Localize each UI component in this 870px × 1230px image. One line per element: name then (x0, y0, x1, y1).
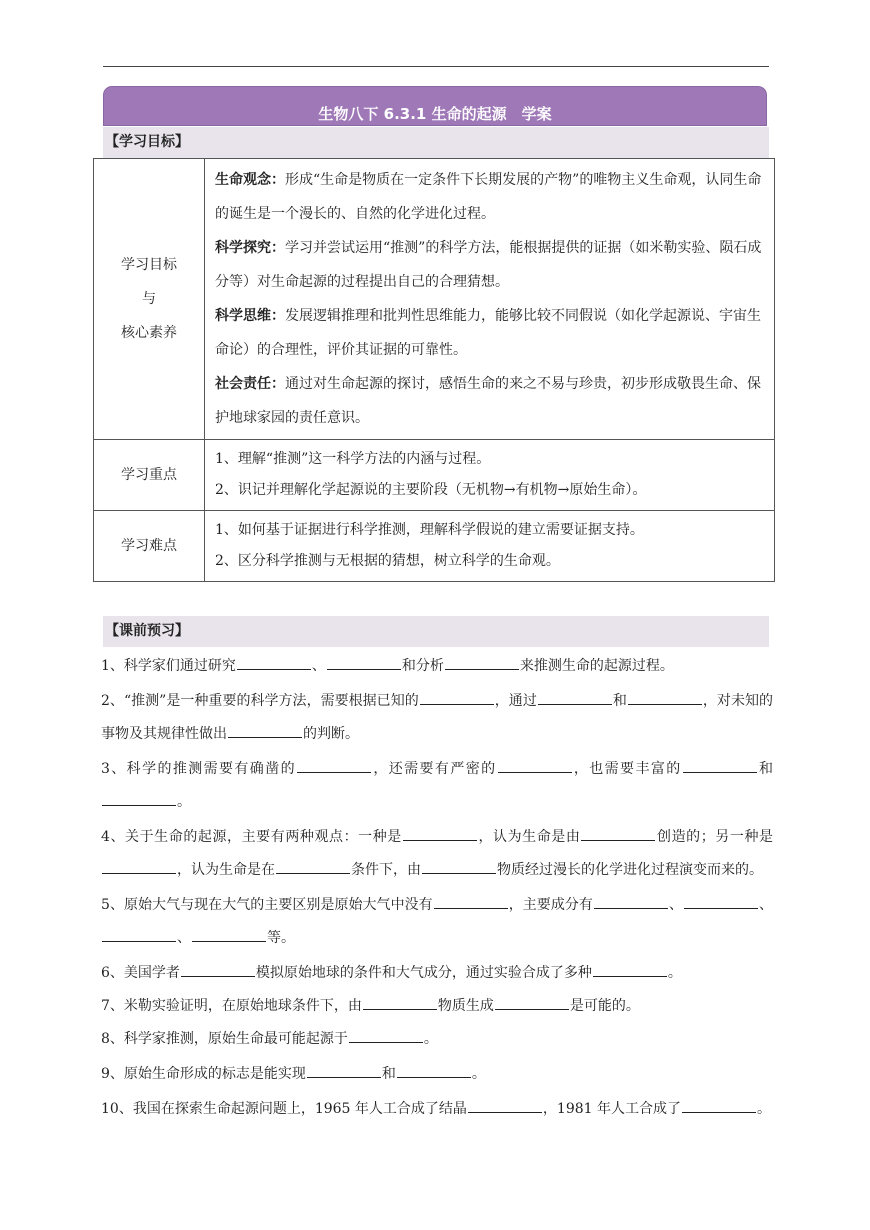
answer-blank[interactable] (594, 891, 668, 909)
answer-blank[interactable] (102, 924, 176, 942)
answer-blank[interactable] (495, 992, 569, 1010)
goal-text: 形成“生命是物质在一定条件下长期发展的产物”的唯物主义生命观，认同生命的诞生是一个漫长的、自然的化学进化过程。 (215, 172, 762, 222)
answer-blank[interactable] (422, 856, 496, 874)
answer-blank[interactable] (420, 687, 494, 705)
answer-blank[interactable] (581, 823, 655, 841)
question-10: 10、我国在探索生命起源问题上，1965 年人工合成了结晶 ，1981 年人工合成了 。 (101, 1093, 773, 1126)
goal-text: 学习并尝试运用“推测”的科学方法，能根据提供的证据（如米勒实验、陨石成分等）对生命起源的过程提出自己的合理猜想。 (215, 240, 762, 290)
preview-section-heading: 【课前预习】 (103, 616, 769, 647)
answer-blank[interactable] (349, 1025, 423, 1043)
question-6: 6、美国学者 模拟原始地球的条件和大气成分，通过实验合成了多种 。 (101, 957, 773, 990)
goal-term: 科学思维： (215, 308, 285, 324)
document-title: 生物八下 6.3.1 生命的起源 学案 (103, 86, 767, 126)
answer-blank[interactable] (102, 788, 176, 806)
answer-blank[interactable] (434, 891, 508, 909)
goals-label-line-1: 学习目标 (121, 257, 177, 273)
answer-blank[interactable] (276, 856, 350, 874)
table-row (94, 511, 775, 582)
key-points-content (205, 440, 775, 511)
difficulty-1: 1、如何基于证据进行科学推测，理解科学假说的建立需要证据支持。 (215, 522, 644, 538)
goals-section-heading: 【学习目标】 (103, 127, 769, 158)
answer-blank[interactable] (468, 1095, 542, 1113)
question-8: 8、科学家推测，原始生命最可能起源于 。 (101, 1023, 773, 1056)
answer-blank[interactable] (498, 755, 572, 773)
goals-label-cell (94, 159, 205, 440)
header-rule (103, 66, 769, 67)
goal-term: 生命观念： (215, 172, 285, 188)
goal-text: 发展逻辑推理和批判性思维能力，能够比较不同假说（如化学起源说、宇宙生命论）的合理性，评价其证据的可靠性。 (215, 308, 761, 358)
answer-blank[interactable] (628, 687, 702, 705)
question-9: 9、原始生命形成的标志是能实现 和 。 (101, 1058, 773, 1091)
answer-blank[interactable] (102, 856, 176, 874)
answer-blank[interactable] (181, 959, 255, 977)
key-points-label: 学习重点 (94, 440, 205, 511)
goal-scientific-inquiry (215, 231, 766, 299)
goal-term: 社会责任： (215, 376, 285, 392)
preview-questions (101, 650, 773, 1126)
difficulties-label: 学习难点 (94, 511, 205, 582)
key-point-1: 1、理解“推测”这一科学方法的内涵与过程。 (215, 451, 491, 467)
answer-blank[interactable] (307, 1060, 381, 1078)
answer-blank[interactable] (684, 891, 758, 909)
answer-blank[interactable] (192, 924, 266, 942)
answer-blank[interactable] (327, 652, 401, 670)
goal-life-concept (215, 163, 766, 231)
goals-label-line-3: 核心素养 (121, 325, 177, 341)
question-3: 3、科学的推测需要有确凿的 ，还需要有严密的 ，也需要丰富的 和。 (101, 753, 773, 819)
answer-blank[interactable] (228, 720, 302, 738)
goals-table (93, 158, 775, 582)
answer-blank[interactable] (363, 992, 437, 1010)
question-2: 2、“推测”是一种重要的科学方法，需要根据已知的 ，通过 和 ，对未知的事物及其规律性做出 的判断。 (101, 685, 773, 751)
difficulty-2: 2、区分科学推测与无根据的猜想，树立科学的生命观。 (215, 553, 560, 569)
goals-content-cell (205, 159, 775, 440)
answer-blank[interactable] (397, 1060, 471, 1078)
goal-scientific-thinking (215, 299, 766, 367)
answer-blank[interactable] (297, 755, 371, 773)
answer-blank[interactable] (237, 652, 311, 670)
question-4: 4、关于生命的起源，主要有两种观点：一种是 ，认为生命是由 创造的；另一种是，认为生命是在 条件下，由 物质经过漫长的化学进化过程演变而来的。 (101, 821, 773, 887)
table-row (94, 440, 775, 511)
goal-social-responsibility (215, 367, 766, 435)
question-7: 7、米勒实验证明，在原始地球条件下，由 物质生成 是可能的。 (101, 990, 773, 1023)
goal-text: 通过对生命起源的探讨，感悟生命的来之不易与珍贵，初步形成敬畏生命、保护地球家园的责任意识。 (215, 376, 761, 426)
answer-blank[interactable] (682, 1095, 756, 1113)
answer-blank[interactable] (683, 755, 757, 773)
answer-blank[interactable] (593, 959, 667, 977)
answer-blank[interactable] (445, 652, 519, 670)
table-row (94, 159, 775, 440)
goals-label-line-2: 与 (142, 291, 156, 307)
question-1: 1、科学家们通过研究 、 和分析 来推测生命的起源过程。 (101, 650, 773, 683)
answer-blank[interactable] (538, 687, 612, 705)
key-point-2: 2、识记并理解化学起源说的主要阶段（无机物→有机物→原始生命）。 (215, 482, 647, 498)
difficulties-content (205, 511, 775, 582)
goal-term: 科学探究： (215, 240, 285, 256)
answer-blank[interactable] (403, 823, 477, 841)
question-5: 5、原始大气与现在大气的主要区别是原始大气中没有 ，主要成分有 、 、、 等。 (101, 889, 773, 955)
